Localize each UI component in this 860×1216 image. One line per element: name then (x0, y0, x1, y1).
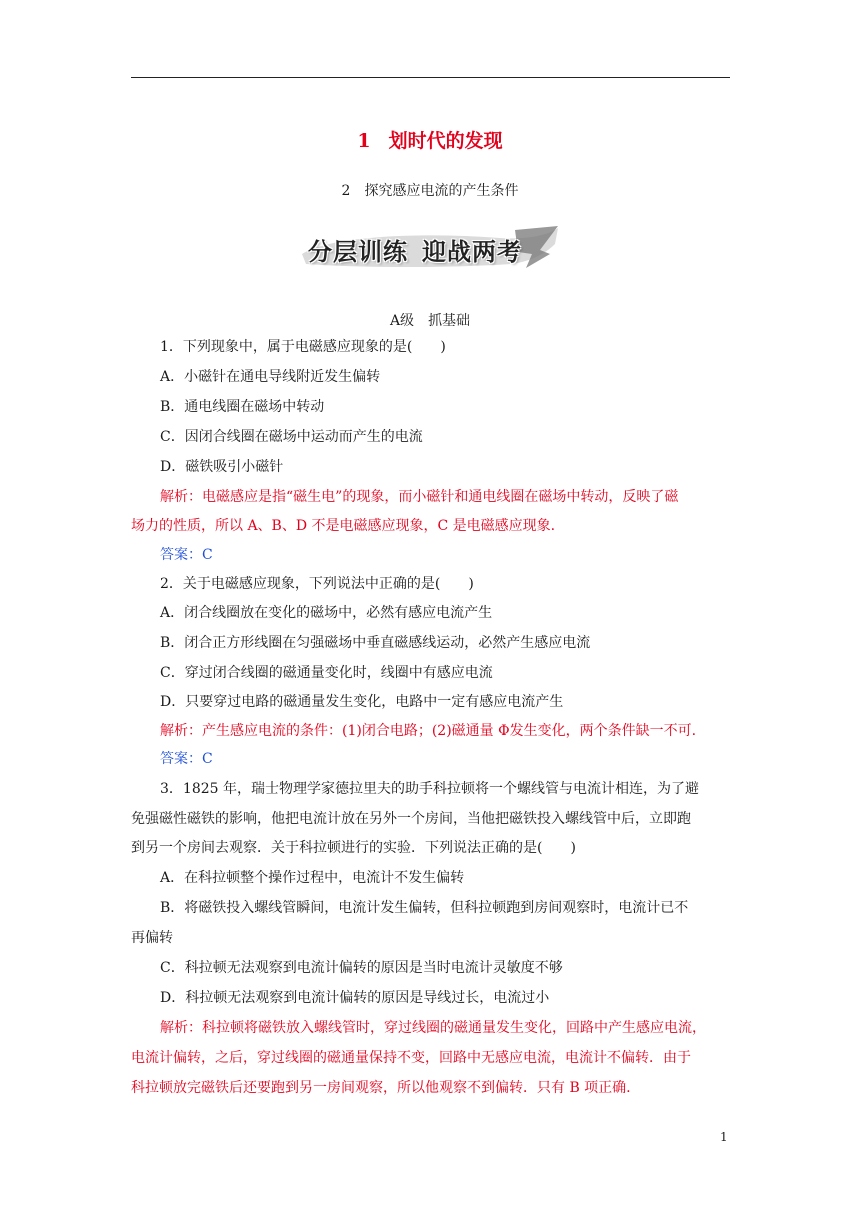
q3-analysis-line-2: 电流计偏转，之后，穿过线圈的磁通量保持不变，回路中无感应电流，电流计不偏转．由于 (131, 1050, 691, 1066)
q1-analysis-line-1: 解析：电磁感应是指“磁生电”的现象，而小磁针和通电线圈在磁场中转动，反映了磁 (160, 489, 679, 505)
q1-option-d: D．磁铁吸引小磁针 (160, 459, 284, 475)
chapter-title-text: 划时代的发现 (388, 130, 503, 152)
q3-analysis-label: 解析： (160, 1020, 202, 1036)
q3-option-b-line-2: 再偏转 (131, 930, 173, 946)
q2-analysis-line-1: 解析：产生感应电流的条件：(1)闭合电路；(2)磁通量 Φ发生变化，两个条件缺一不可. (160, 723, 697, 739)
header-rule (131, 77, 730, 78)
q2-option-b: B．闭合正方形线圈在匀强磁场中垂直磁感线运动，必然产生感应电流 (160, 635, 591, 651)
q1-option-a: A．小磁针在通电导线附近发生偏转 (160, 369, 381, 385)
q3-option-c: C．科拉顿无法观察到电流计偏转的原因是当时电流计灵敏度不够 (160, 960, 563, 976)
q2-analysis-label: 解析： (160, 723, 202, 739)
q1-analysis-line-2: 场力的性质，所以 A、B、D 不是电磁感应现象，C 是电磁感应现象. (131, 518, 556, 534)
level-heading (0, 310, 860, 330)
q3-option-b-line-1: B．将磁铁投入螺线管瞬间，电流计发生偏转，但科拉顿跑到房间观察时，电流计已不 (160, 900, 689, 916)
banner-text (308, 232, 522, 267)
page-number: 1 (720, 1130, 728, 1144)
section-title (0, 180, 860, 200)
chapter-title (0, 126, 860, 153)
section-number: 2 (341, 183, 351, 199)
q2-stem: 2．关于电磁感应现象，下列说法中正确的是( ) (160, 576, 474, 592)
q1-stem: 1．下列现象中，属于电磁感应现象的是( ) (160, 339, 446, 355)
q3-analysis-line-3: 科拉顿放完磁铁后还要跑到另一房间观察，所以他观察不到偏转．只有 B 项正确. (131, 1080, 631, 1096)
q3-stem-line-1: 3．1825 年，瑞士物理学家德拉里夫的助手科拉顿将一个螺线管与电流计相连，为了避 (160, 781, 699, 797)
q1-answer: 答案：C (160, 547, 213, 563)
banner (300, 224, 562, 272)
q1-analysis-label: 解析： (160, 489, 202, 505)
q2-option-d: D．只要穿过电路的磁通量发生变化，电路中一定有感应电流产生 (160, 694, 564, 710)
q2-answer: 答案：C (160, 751, 213, 767)
banner-part1: 分层训练 (308, 238, 408, 266)
q3-analysis-line-1: 解析：科拉顿将磁铁放入螺线管时，穿过线圈的磁通量发生变化，回路中产生感应电流， (160, 1020, 706, 1036)
banner-part2: 迎战两考 (422, 238, 522, 266)
section-title-text: 探究感应电流的产生条件 (364, 183, 519, 199)
q1-option-c: C．因闭合线圈在磁场中运动而产生的电流 (160, 429, 423, 445)
q3-option-a: A．在科拉顿整个操作过程中，电流计不发生偏转 (160, 870, 465, 886)
level-label: A级 (389, 313, 415, 329)
q3-stem-line-3: 到另一个房间去观察．关于科拉顿进行的实验．下列说法正确的是( ) (131, 840, 576, 856)
chapter-number: 1 (357, 130, 371, 152)
q3-stem-line-2: 免强磁性磁铁的影响，他把电流计放在另外一个房间，当他把磁铁投入螺线管中后，立即跑 (131, 811, 691, 827)
q3-option-d: D．科拉顿无法观察到电流计偏转的原因是导线过长，电流过小 (160, 990, 550, 1006)
level-name: 抓基础 (428, 313, 471, 329)
q2-option-a: A．闭合线圈放在变化的磁场中，必然有感应电流产生 (160, 605, 493, 621)
q2-option-c: C．穿过闭合线圈的磁通量变化时，线圈中有感应电流 (160, 665, 493, 681)
q1-option-b: B．通电线圈在磁场中转动 (160, 399, 325, 415)
